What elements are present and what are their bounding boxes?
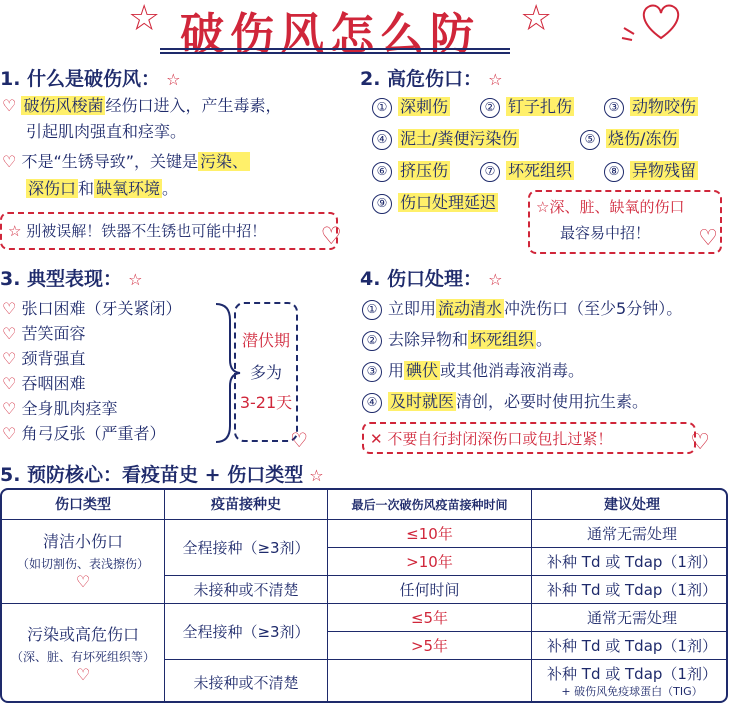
section4-warning-box (362, 422, 710, 455)
step2: ② 去除异物和 坏死组织 。 (362, 325, 552, 355)
sparkle-lines-icon (620, 22, 642, 44)
risk-item: ⑤ 烧伤/冻伤 (580, 126, 679, 150)
recommendation: 通常无需处理 (532, 520, 728, 548)
risk-item: ② 钉子扎伤 (480, 94, 574, 118)
prevention-table (0, 488, 728, 703)
last-dose-time (328, 660, 532, 703)
wound-type-clean: 清洁小伤口 （如切割伤、表浅擦伤） ♡ (2, 520, 165, 604)
last-dose-time: >5年 (328, 632, 532, 660)
heart-icon: ♡ (75, 664, 91, 684)
page-title: 破伤风怎么防 (180, 9, 480, 60)
heart-icon: ♡ (690, 430, 710, 455)
section2-title: 2. 高危伤口： ☆ (360, 68, 503, 90)
section1-title: 1. 什么是破伤风： ☆ (0, 68, 181, 90)
incubation-label: 潜伏期 (241, 331, 290, 350)
section1-warning-text: 别被误解！铁器不生锈也可能中招！ (26, 222, 267, 240)
section3-title: 3. 典型表现： ☆ (0, 268, 143, 290)
table-header: 建议处理 (532, 490, 728, 520)
heart-doodle-icon (636, 0, 686, 42)
section1-para1: ♡ 破伤风梭菌 经伤口进入，产生毒素， (2, 96, 282, 115)
heart-icon: ♡ (2, 96, 17, 115)
section1-para2: ♡ 不是“生锈导致”，关键是 污染、 (2, 152, 249, 171)
section1-para2-cont: 深伤口 和 缺氧环境 。 (28, 179, 179, 198)
risk-item: ④ 泥土/粪便污染伤 (372, 126, 519, 150)
incubation-value: 3-21天 (239, 393, 293, 412)
heart-icon: ♡ (2, 424, 17, 443)
recommendation: 通常无需处理 (532, 604, 728, 632)
table-header: 伤口类型 (2, 490, 165, 520)
heart-icon: ♡ (320, 222, 342, 250)
star-icon: ☆ (128, 270, 143, 289)
last-dose-time: >10年 (328, 548, 532, 576)
step4: ④ 及时就医 清创，必要时使用抗生素。 (362, 387, 648, 417)
heart-icon: ♡ (2, 399, 17, 418)
vaccine-history: 未接种或不清楚 (165, 576, 328, 604)
title-underline (160, 48, 510, 54)
heart-icon: ♡ (290, 428, 308, 452)
star-icon: ☆ (309, 466, 324, 485)
symptom-item: ♡ 苦笑面容 (2, 324, 86, 343)
heart-icon: ♡ (75, 571, 91, 591)
risk-item: ⑥ 挤压伤 (372, 158, 450, 182)
heart-icon: ♡ (2, 374, 17, 393)
vaccine-history: 未接种或不清楚 (165, 660, 328, 703)
section2-note-line2: 最容易中招！ (560, 224, 651, 242)
symptom-item: ♡ 颈背强直 (2, 349, 86, 368)
incubation-box (234, 302, 308, 452)
star-icon: ☆ (128, 0, 161, 39)
section5-title: 5. 预防核心：看疫苗史 + 伤口类型 ☆ (0, 464, 324, 486)
star-icon: ☆ (8, 222, 22, 240)
heart-icon: ♡ (2, 299, 17, 318)
star-icon: ☆ (488, 270, 503, 289)
star-icon: ☆ (536, 198, 550, 216)
incubation-mid: 多为 (249, 363, 282, 382)
section4-warning-text: 不要自行封闭深伤口或包扎过紧！ (387, 430, 613, 448)
section2-note-box (528, 190, 722, 254)
recommendation: 补种 Td 或 Tdap（1剂） (532, 576, 728, 604)
table-header: 最后一次破伤风疫苗接种时间 (328, 490, 532, 520)
last-dose-time: 任何时间 (328, 576, 532, 604)
last-dose-time: ≤5年 (328, 604, 532, 632)
section4-title: 4. 伤口处理： ☆ (360, 268, 503, 290)
table-header: 疫苗接种史 (165, 490, 328, 520)
star-icon: ☆ (488, 70, 503, 89)
step1: ① 立即用 流动清水 冲洗伤口（至少5分钟）。 (362, 294, 682, 324)
symptom-item: ♡ 全身肌肉痉挛 (2, 399, 118, 418)
step3: ③ 用 碘伏 或其他消毒液消毒。 (362, 356, 584, 386)
symptom-item: ♡ 角弓反张（严重者） (2, 424, 166, 443)
risk-item: ⑨ 伤口处理延迟 (372, 190, 498, 214)
last-dose-time: ≤10年 (328, 520, 532, 548)
star-icon: ☆ (520, 0, 553, 39)
recommendation: 补种 Td 或 Tdap（1剂） + 破伤风免疫球蛋白（TIG） (547, 664, 717, 698)
section2-note-line1: 深、脏、缺氧的伤口 (549, 198, 685, 216)
symptom-item: ♡ 张口困难（牙关紧闭） (2, 299, 182, 318)
risk-item: ⑦ 坏死组织 (480, 158, 574, 182)
heart-icon: ♡ (2, 152, 17, 171)
wound-type-dirty: 污染或高危伤口 （深、脏、有坏死组织等） ♡ (2, 604, 165, 703)
risk-item: ③ 动物咬伤 (604, 94, 698, 118)
section1-para1-cont: 引起肌肉强直和痉挛。 (26, 122, 187, 141)
recommendation: 补种 Td 或 Tdap（1剂） (532, 548, 728, 576)
title-banner (0, 0, 735, 62)
heart-icon: ♡ (2, 324, 17, 343)
symptom-item: ♡ 吞咽困难 (2, 374, 86, 393)
risk-item: ⑧ 异物残留 (604, 158, 698, 182)
cross-icon: ✕ (370, 430, 383, 448)
heart-icon: ♡ (2, 349, 17, 368)
section1-warning-box (0, 212, 342, 250)
vaccine-history: 全程接种（≥3剂） (165, 604, 328, 660)
heart-icon: ♡ (698, 226, 718, 251)
recommendation: 补种 Td 或 Tdap（1剂） (532, 632, 728, 660)
symptom-list (2, 296, 181, 446)
star-icon: ☆ (166, 70, 181, 89)
risk-item: ① 深刺伤 (372, 94, 450, 118)
vaccine-history: 全程接种（≥3剂） (165, 520, 328, 576)
